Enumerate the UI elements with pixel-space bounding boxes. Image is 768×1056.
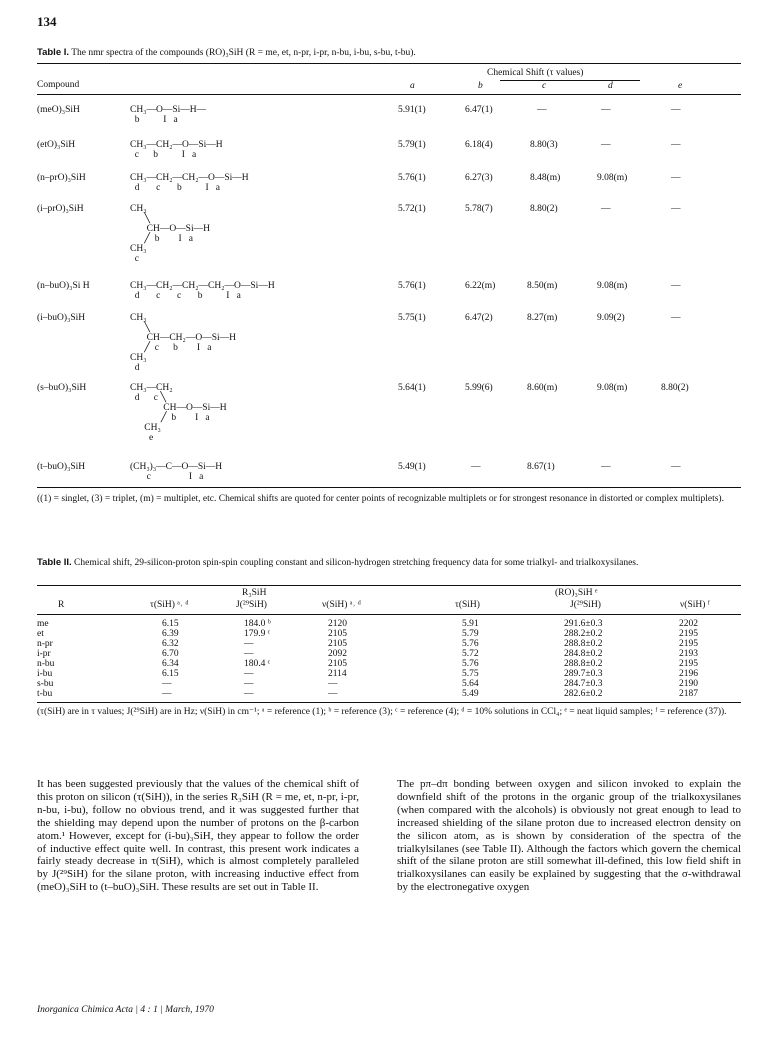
table2-col-tau2: 5.91 5.79 5.76 5.72 5.76 5.75 5.64 5.49 bbox=[462, 619, 479, 699]
table2-col-nu1: 2120 2105 2105 2092 2105 2114 — — bbox=[328, 619, 347, 699]
table1-value-e: — bbox=[671, 140, 681, 150]
table2-header-tau1: τ(SiH) ᵃ˒ ᵈ bbox=[150, 600, 189, 610]
table1-value-d: 9.08(m) bbox=[597, 281, 628, 291]
table1-value-b: — bbox=[471, 462, 481, 472]
table2-header-tau2: τ(SiH) bbox=[455, 600, 480, 610]
table1-structure: CH₃ ╲ CH—O—Si—H ╱ b I a CH₃ c bbox=[130, 204, 210, 264]
table1-compound: (i–buO)₃SiH bbox=[37, 313, 86, 323]
table1-bottom-rule bbox=[37, 487, 741, 488]
table2-header-r: R bbox=[58, 600, 65, 610]
table1-value-d: 9.09(2) bbox=[597, 313, 625, 323]
table1-structure: CH₃—CH₂—O—Si—H c b I a bbox=[130, 140, 223, 160]
table1-value-a: 5.72(1) bbox=[398, 204, 426, 214]
page-number: 134 bbox=[37, 14, 57, 29]
table2-header-nu1: ν(SiH) ᵃ˒ ᵈ bbox=[322, 600, 361, 610]
table2-group-r3sih: R₃SiH bbox=[242, 588, 267, 598]
table1-col-b: b bbox=[478, 81, 483, 91]
table1-value-d: — bbox=[601, 140, 611, 150]
table1-value-b: 6.47(1) bbox=[465, 105, 493, 115]
table1-structure: CH₃—CH₂ d c ╲ CH—O—Si—H ╱ b I a CH₃ e bbox=[130, 383, 227, 443]
journal-footer: Inorganica Chimica Acta | 4 : 1 | March, 1970 bbox=[37, 1005, 214, 1015]
table1-caption-text: The nmr spectra of the compounds (RO)₃SiH (R = me, et, n-pr, i-pr, n-bu, i-bu, s-bu, t-bu). bbox=[71, 48, 416, 58]
table2-group-ro3sih: (RO)₃SiH ᵉ bbox=[555, 588, 598, 598]
table1-value-e: — bbox=[671, 462, 681, 472]
table1-value-e: — bbox=[671, 313, 681, 323]
table1-col-e: e bbox=[678, 81, 683, 91]
table2-col-r: me et n-pr i-pr n-bu i-bu s-bu t-bu bbox=[37, 619, 55, 699]
table1-value-d: — bbox=[601, 105, 611, 115]
table1-value-b: 6.27(3) bbox=[465, 173, 493, 183]
table1-value-a: 5.91(1) bbox=[398, 105, 426, 115]
table1-col-d: d bbox=[608, 81, 613, 91]
table1-header-subrule bbox=[500, 80, 640, 81]
body-text-left: It has been suggested previously that the values of the chemical shift of this proton on silicon (τ(SiH)), in the series R₃SiH (R = me, et, n-pr, i-pr, n-bu, i-bu), follow no obvious trend, and it was suggested further that the shielding may depend upon the number of protons on the β-carbon atom.¹ However, except for (i-bu)₃SiH, they appear to follow the order of inductive effect quite well. In contrast, this present work indicates a fairly steady decrease in τ(SiH), which is almost completely paralleled by J(²⁹SiH) for the silane proton, with increasing inductive effect from (meO)₃SiH to (t–buO)₃SiH. These results are set out in Table II. bbox=[37, 778, 359, 894]
table2-col-nu2: 2202 2195 2195 2193 2195 2196 2190 2187 bbox=[679, 619, 698, 699]
table2-header-j2: J(²⁹SiH) bbox=[570, 600, 601, 610]
table2-header-nu2: ν(SiH) ᶠ bbox=[680, 600, 710, 610]
table1-top-rule bbox=[37, 63, 741, 64]
table2-col-tau1: 6.15 6.39 6.32 6.70 6.34 6.15 — — bbox=[162, 619, 179, 699]
table1-caption-label: Table I. bbox=[37, 47, 70, 58]
table1-value-d: — bbox=[601, 204, 611, 214]
table1-value-b: 5.78(7) bbox=[465, 204, 493, 214]
table1-value-a: 5.76(1) bbox=[398, 173, 426, 183]
table2-bottom-rule bbox=[37, 702, 741, 703]
table2-col-j1: 184.0 ᵇ 179.9 ᶜ — — 180.4 ᶜ — — — bbox=[244, 619, 271, 699]
table1-value-c: 8.27(m) bbox=[527, 313, 558, 323]
table1-compound: (meO)₃SiH bbox=[37, 105, 80, 115]
table1-value-e: 8.80(2) bbox=[661, 383, 689, 393]
table1-compound: (t–buO)₃SiH bbox=[37, 462, 86, 472]
table1-structure: (CH₃)₃—C—O—Si—H c I a bbox=[130, 462, 223, 482]
table1-value-c: 8.67(1) bbox=[527, 462, 555, 472]
table1-value-b: 6.22(m) bbox=[465, 281, 496, 291]
table1-value-b: 6.18(4) bbox=[465, 140, 493, 150]
table1-value-a: 5.64(1) bbox=[398, 383, 426, 393]
table1-value-b: 6.47(2) bbox=[465, 313, 493, 323]
table1-value-e: — bbox=[671, 173, 681, 183]
table2-footnote: (τ(SiH) are in τ values; J(²⁹SiH) are in Hz; ν(SiH) in cm⁻¹; ᵃ = reference (1); ᵇ = reference (3); ᶜ = reference (4); ᵈ = 10% solutions in CCl₄; ᵉ = neat liquid samples; ᶠ = reference (37)). bbox=[37, 707, 727, 717]
table1-compound: (s–buO)₃SiH bbox=[37, 383, 87, 393]
table1-caption bbox=[37, 47, 737, 59]
table1-value-a: 5.75(1) bbox=[398, 313, 426, 323]
table1-col-c: c bbox=[542, 81, 547, 91]
table1-value-c: — bbox=[537, 105, 547, 115]
table2-header-rule bbox=[37, 614, 741, 615]
table1-compound: (etO)₃SiH bbox=[37, 140, 76, 150]
table1-value-a: 5.76(1) bbox=[398, 281, 426, 291]
table1-structure: CH₃ ╲ CH—CH₂—O—Si—H ╱ c b I a CH₃ d bbox=[130, 313, 236, 373]
table1-value-d: — bbox=[601, 462, 611, 472]
table2-caption-text: Chemical shift, 29-silicon-proton spin-spin coupling constant and silicon-hydrogen stretching frequency data for some trialkyl- and trialkoxysilanes. bbox=[74, 558, 639, 568]
table1-compound: (n–buO)₃Si H bbox=[37, 281, 90, 291]
table2-caption bbox=[37, 557, 741, 569]
table2-top-rule bbox=[37, 585, 741, 586]
table1-header-rule bbox=[37, 94, 741, 95]
table1-value-b: 5.99(6) bbox=[465, 383, 493, 393]
table1-value-e: — bbox=[671, 204, 681, 214]
table1-value-e: — bbox=[671, 105, 681, 115]
table1-value-e: — bbox=[671, 281, 681, 291]
table1-col-a: a bbox=[410, 81, 415, 91]
table1-value-c: 8.50(m) bbox=[527, 281, 558, 291]
table2-header-j1: J(²⁹SiH) bbox=[236, 600, 267, 610]
table1-value-c: 8.48(m) bbox=[530, 173, 561, 183]
table1-structure: CH₃—O—Si—H— b I a bbox=[130, 105, 207, 125]
table1-header-shift: Chemical Shift (τ values) bbox=[487, 68, 584, 78]
body-text-right: The pπ–dπ bonding between oxygen and silicon invoked to explain the downfield shift of the protons in the organic group of the trialkoxysilanes (when compared with the alcohols) is obviously not great enough to lead to increased shielding of the silane proton due to increased electron density on the silicon atom, as is shown by consideration of the spectra of the trialkylsilanes (see Table II). Although the factors which govern the chemical shift of the silane proton are still somewhat ill-defined, this low field shift in trialkoxysilanes can easily be explained by suggesting that the σ-withdrawal by the electronegative oxygen bbox=[397, 778, 741, 894]
table1-header-compound: Compound bbox=[37, 80, 80, 90]
table2-caption-label: Table II. bbox=[37, 557, 72, 568]
table1-value-c: 8.80(3) bbox=[530, 140, 558, 150]
table1-footnote: ((1) = singlet, (3) = triplet, (m) = multiplet, etc. Chemical shifts are quoted for center points of recognizable multiplets or for strongest resonance in distorted or complex multiplets). bbox=[37, 494, 724, 504]
table1-structure: CH₃—CH₂—CH₂—CH₂—O—Si—H d c c b I a bbox=[130, 281, 275, 301]
table1-value-c: 8.60(m) bbox=[527, 383, 558, 393]
table1-value-d: 9.08(m) bbox=[597, 173, 628, 183]
table1-value-a: 5.49(1) bbox=[398, 462, 426, 472]
table1-value-c: 8.80(2) bbox=[530, 204, 558, 214]
table1-compound: (i–prO)₃SiH bbox=[37, 204, 84, 214]
table1-compound: (n–prO)₃SiH bbox=[37, 173, 86, 183]
table1-value-d: 9.08(m) bbox=[597, 383, 628, 393]
table1-value-a: 5.79(1) bbox=[398, 140, 426, 150]
table1-structure: CH₃—CH₂—CH₂—O—Si—H d c b I a bbox=[130, 173, 249, 193]
table2-col-j2: 291.6±0.3 288.2±0.2 288.8±0.2 284.8±0.2 288.8±0.2 289.7±0.3 284.7±0.3 282.6±0.2 bbox=[564, 619, 603, 699]
